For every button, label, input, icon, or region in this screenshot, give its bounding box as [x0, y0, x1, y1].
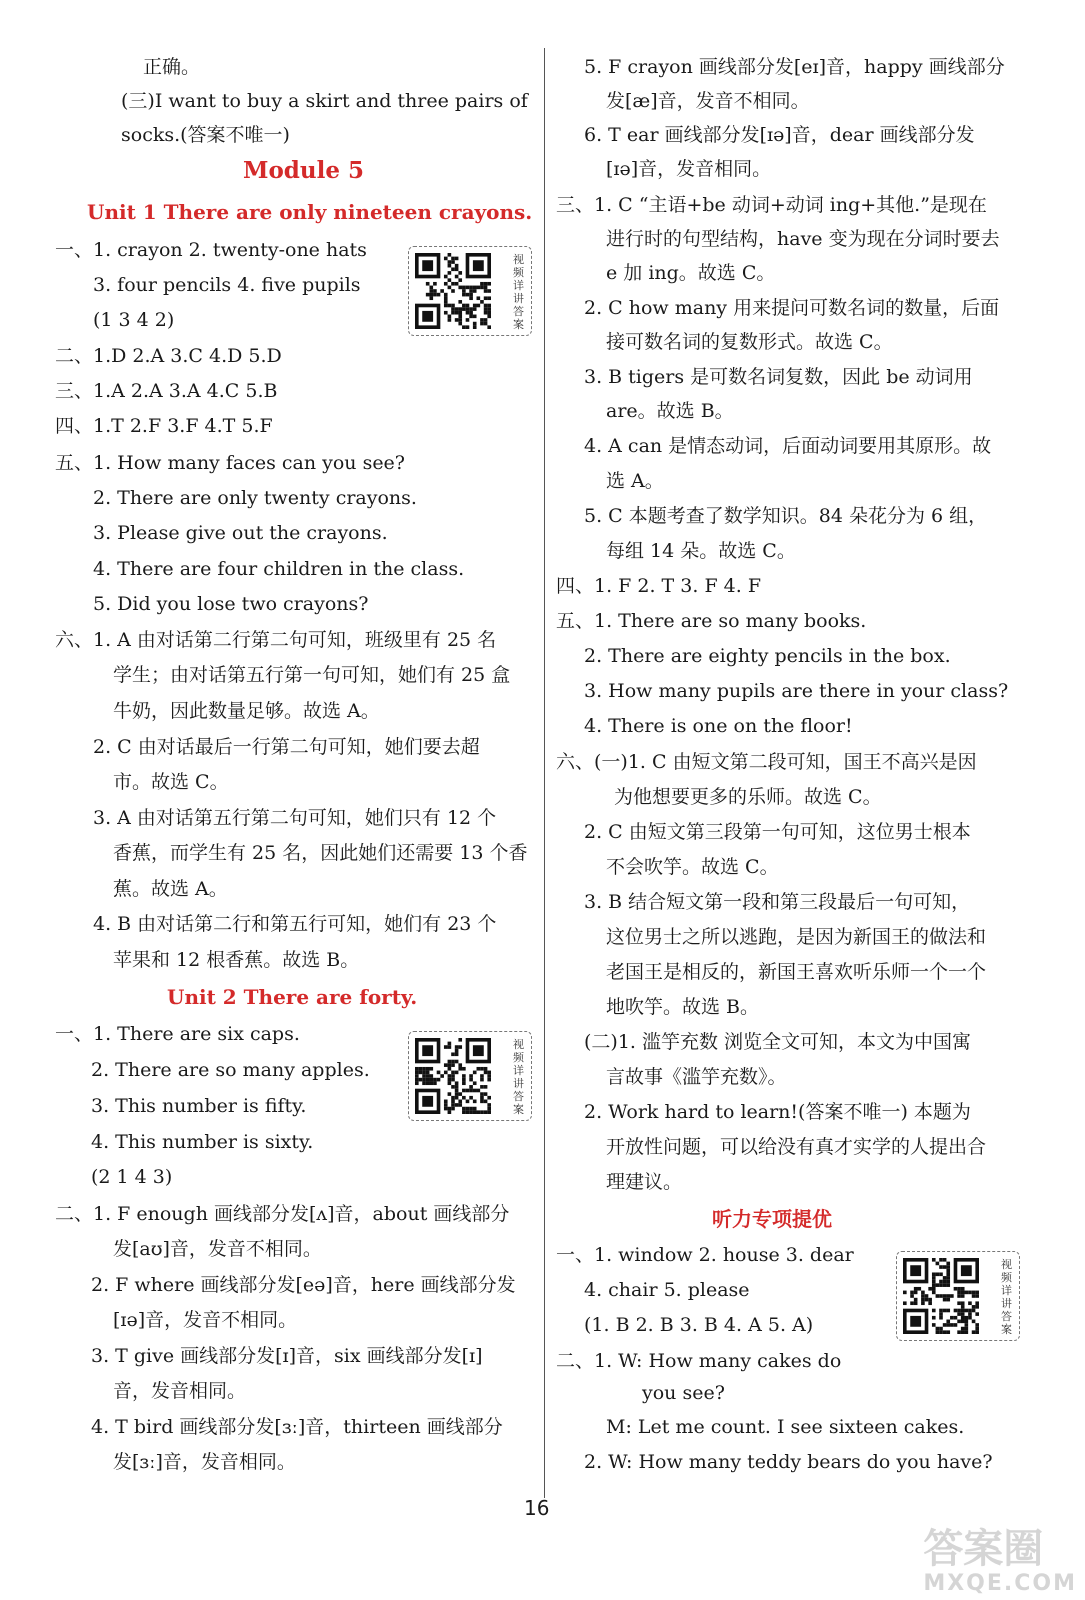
answer-line: 2. There are so many apples. — [91, 1059, 370, 1081]
answer-line: 理建议。 — [606, 1171, 683, 1193]
answer-line: 四、1. F 2. T 3. F 4. F — [556, 575, 762, 597]
qr-code-icon — [415, 1038, 491, 1114]
answer-line: 五、1. There are so many books. — [556, 610, 867, 632]
qr-label: 视频详讲答案 — [1001, 1258, 1012, 1336]
answer-line: 蕉。故选 A。 — [113, 878, 228, 900]
answer-line: 这位男士之所以逃跑，是因为新国王的做法和 — [606, 926, 987, 948]
answer-line: 3. four pencils 4. five pupils — [93, 274, 361, 296]
answer-line: 不会吹竽。故选 C。 — [606, 856, 779, 878]
answer-line: M: Let me count. I see sixteen cakes. — [606, 1416, 965, 1438]
answer-line: 接可数名词的复数形式。故选 C。 — [606, 331, 893, 353]
answer-line: 3. B tigers 是可数名词复数，因此 be 动词用 — [584, 366, 973, 388]
answer-line: 发[æ]音，发音不相同。 — [606, 90, 810, 112]
answer-line: 音，发音相同。 — [113, 1380, 247, 1402]
answer-line: 每组 14 朵。故选 C。 — [606, 540, 796, 562]
answer-line: [ɪə]音，发音相同。 — [606, 158, 772, 180]
answer-line: 2. C 由短文第三段第一句可知，这位男士根本 — [584, 821, 971, 843]
answer-line: 发[ɜː]音，发音相同。 — [113, 1451, 296, 1473]
answer-line: 牛奶，因此数量足够。故选 A。 — [113, 700, 380, 722]
section-heading: 听力专项提优 — [712, 1207, 832, 1231]
answer-line: 3. A 由对话第五行第二句可知，她们只有 12 个 — [93, 807, 497, 829]
answer-line: 苹果和 12 根香蕉。故选 B。 — [113, 949, 360, 971]
answer-line: 4. There is one on the floor! — [584, 715, 853, 737]
watermark-logo — [923, 1527, 1077, 1596]
answer-line: 为他想要更多的乐师。故选 C。 — [614, 786, 882, 808]
answer-line: 五、1. How many faces can you see? — [55, 452, 405, 474]
answer-line: 市。故选 C。 — [113, 771, 229, 793]
answer-line: 三、1.A 2.A 3.A 4.C 5.B — [55, 380, 278, 402]
answer-line: 3. T give 画线部分发[ɪ]音，six 画线部分发[ɪ] — [91, 1345, 483, 1367]
answer-line: 一、1. window 2. house 3. dear — [556, 1244, 854, 1266]
answer-line: 4. This number is sixty. — [91, 1131, 314, 1153]
qr-label: 视频详讲答案 — [513, 1038, 524, 1116]
answer-line: 4. chair 5. please — [584, 1279, 750, 1301]
answer-line: 5. F crayon 画线部分发[eɪ]音，happy 画线部分 — [584, 56, 1005, 78]
answer-line: 5. C 本题考查了数学知识。84 朵花分为 6 组， — [584, 505, 988, 527]
answer-line: e 加 ing。故选 C。 — [606, 262, 776, 284]
answer-line: are。故选 B。 — [606, 400, 734, 422]
answer-line: 四、1.T 2.F 3.F 4.T 5.F — [55, 415, 273, 437]
answer-line: 老国王是相反的，新国王喜欢听乐师一个一个 — [606, 961, 987, 983]
answer-line: (1. B 2. B 3. B 4. A 5. A) — [584, 1314, 814, 1336]
answer-line: 3. How many pupils are there in your class? — [584, 680, 1009, 702]
watermark-url: MXQE.COM — [923, 1571, 1077, 1596]
answer-line: 进行时的句型结构，have 变为现在分词时要去 — [606, 228, 1000, 250]
answer-line: 开放性问题，可以给没有真才实学的人提出合 — [606, 1136, 987, 1158]
answer-line: 六、1. A 由对话第二行第二句可知，班级里有 25 名 — [55, 629, 497, 651]
answer-line: 选 A。 — [606, 470, 664, 492]
qr-code-listening[interactable] — [896, 1251, 1020, 1341]
answer-line: socks.(答案不唯一) — [121, 124, 290, 146]
answer-line: 2. W: How many teddy bears do you have? — [584, 1451, 993, 1473]
answer-line: 二、1.D 2.A 3.C 4.D 5.D — [55, 345, 282, 367]
answer-line: 2. F where 画线部分发[eə]音，here 画线部分发 — [91, 1274, 516, 1296]
answer-line: 3. Please give out the crayons. — [93, 522, 388, 544]
section-heading: Module 5 — [243, 157, 364, 184]
answer-line: 4. There are four children in the class. — [93, 558, 465, 580]
qr-code-unit1[interactable] — [408, 246, 532, 336]
answer-line: (二)1. 滥竽充数 浏览全文可知，本文为中国寓 — [584, 1031, 972, 1053]
answer-line: 六、(一)1. C 由短文第二段可知，国王不高兴是因 — [556, 751, 977, 773]
answer-line: 4. B 由对话第二行和第五行可知，她们有 23 个 — [93, 913, 497, 935]
answer-line: 二、1. F enough 画线部分发[ʌ]音，about 画线部分 — [55, 1203, 510, 1225]
answer-line: 3. B 结合短文第一段和第三段最后一句可知， — [584, 891, 971, 913]
answer-line: 2. Work hard to learn!(答案不唯一) 本题为 — [584, 1101, 971, 1123]
answer-line: 地吹竽。故选 B。 — [606, 996, 760, 1018]
section-heading: Unit 2 There are forty. — [167, 985, 418, 1009]
answer-line: 4. A can 是情态动词，后面动词要用其原形。故 — [584, 435, 992, 457]
answer-line: [ɪə]音，发音不相同。 — [113, 1309, 298, 1331]
page-number: 16 — [524, 1496, 550, 1520]
answer-line: 三、1. C “主语+be 动词+动词 ing+其他.”是现在 — [556, 194, 987, 216]
qr-code-icon — [415, 253, 491, 329]
answer-line: 二、1. W: How many cakes do — [556, 1350, 842, 1372]
answer-line: 2. C 由对话最后一行第二句可知，她们要去超 — [93, 736, 480, 758]
answer-line: 言故事《滥竽充数》。 — [606, 1066, 787, 1088]
answer-line: 正确。 — [143, 56, 201, 78]
answer-line: (2 1 4 3) — [91, 1166, 173, 1188]
section-heading: Unit 1 There are only nineteen crayons. — [87, 200, 533, 224]
answer-line: (1 3 4 2) — [93, 309, 175, 331]
answer-line: 香蕉，而学生有 25 名，因此她们还需要 13 个香 — [113, 842, 528, 864]
answer-line: 5. Did you lose two crayons? — [93, 593, 369, 615]
answer-line: (三)I want to buy a skirt and three pairs of — [121, 90, 528, 112]
qr-label: 视频详讲答案 — [513, 253, 524, 331]
answer-line: 2. C how many 用来提问可数名词的数量，后面 — [584, 297, 1000, 319]
answer-line: 一、1. crayon 2. twenty-one hats — [55, 239, 367, 261]
qr-code-unit2[interactable] — [408, 1031, 532, 1121]
answer-line: 4. T bird 画线部分发[ɜː]音，thirteen 画线部分 — [91, 1416, 503, 1438]
answer-line: 一、1. There are six caps. — [55, 1023, 300, 1045]
answer-line: 学生；由对话第五行第一句可知，她们有 25 盒 — [113, 664, 511, 686]
answer-line: 3. This number is fifty. — [91, 1095, 307, 1117]
watermark-text: 答案圈 — [923, 1526, 1044, 1572]
qr-code-icon — [903, 1258, 979, 1334]
answer-line: 6. T ear 画线部分发[ɪə]音，dear 画线部分发 — [584, 124, 975, 146]
answer-line: 2. There are only twenty crayons. — [93, 487, 417, 509]
column-divider — [544, 48, 545, 1498]
answer-line: you see? — [642, 1382, 725, 1404]
answer-line: 发[aʊ]音，发音不相同。 — [113, 1238, 322, 1260]
answer-line: 2. There are eighty pencils in the box. — [584, 645, 951, 667]
